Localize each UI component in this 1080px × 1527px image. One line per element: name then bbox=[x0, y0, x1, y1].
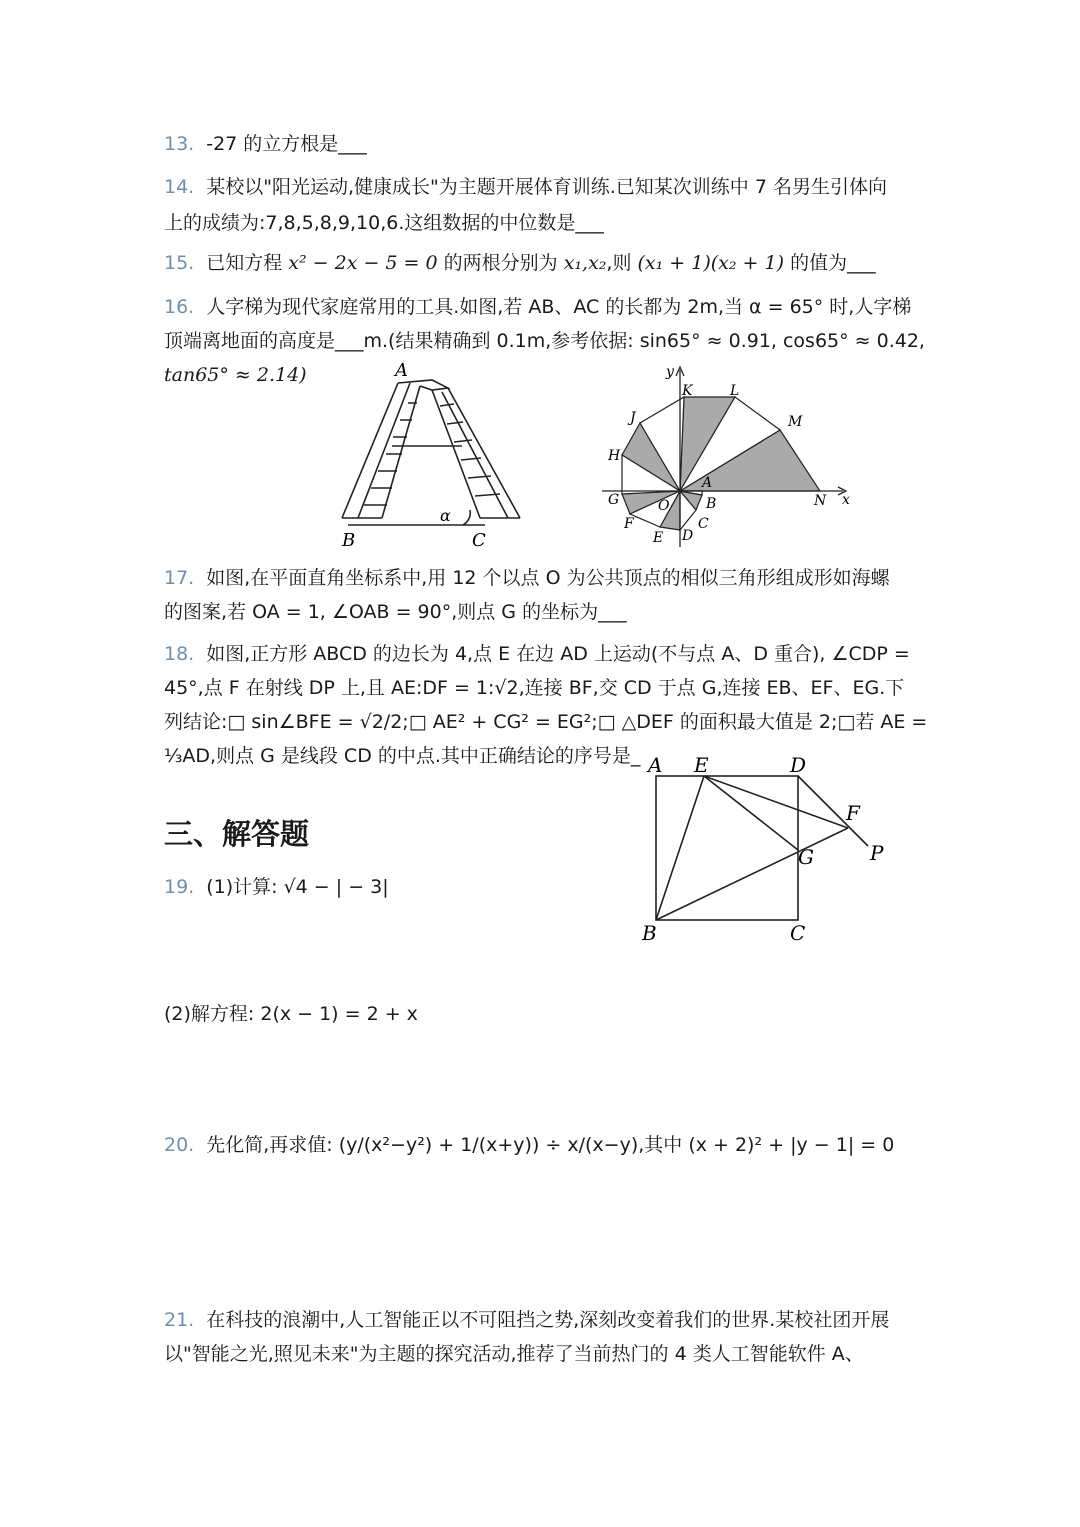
question-14 bbox=[164, 170, 887, 240]
label-A: A bbox=[648, 753, 663, 777]
square-ABCD bbox=[656, 776, 798, 920]
ladder-rungs bbox=[440, 404, 500, 496]
label-C: C bbox=[790, 921, 806, 945]
question-text: 先化简,再求值: (y/(x²−y²) + 1/(x+y)) ÷ x/(x−y),其中 (x + 2)² + |y − 1| = 0 bbox=[206, 1134, 895, 1156]
label-A: A bbox=[395, 360, 408, 381]
question-number: 13. bbox=[164, 133, 195, 155]
segment-EB bbox=[656, 776, 704, 920]
question-number: 20. bbox=[164, 1134, 195, 1156]
label-G: G bbox=[608, 492, 620, 508]
label-E: E bbox=[694, 753, 709, 777]
label-E: E bbox=[653, 530, 664, 546]
question-number: 18. bbox=[164, 643, 195, 665]
question-19 bbox=[164, 870, 389, 904]
label-y: y bbox=[666, 364, 674, 380]
label-B: B bbox=[342, 530, 356, 551]
question-text: 的两根分别为 bbox=[443, 252, 558, 274]
question-19-part-2 bbox=[164, 997, 418, 1031]
question-20 bbox=[164, 1128, 894, 1162]
equation: x² − 2x − 5 = 0 bbox=[288, 252, 438, 274]
question-text: ,则 bbox=[606, 252, 632, 274]
segment-EF bbox=[704, 776, 848, 828]
question-text: -27 的立方根是___ bbox=[206, 133, 367, 155]
ladder-figure bbox=[320, 358, 540, 553]
question-number: 19. bbox=[164, 876, 195, 898]
ladder-rail bbox=[448, 388, 520, 518]
question-21 bbox=[164, 1303, 889, 1371]
square-figure bbox=[632, 748, 892, 948]
question-text-line: 在科技的浪潮中,人工智能正以不可阻挡之势,深刻改变着我们的世界.某校社团开展 bbox=[206, 1309, 890, 1331]
label-L: L bbox=[730, 383, 740, 399]
label-B: B bbox=[706, 496, 717, 512]
ladder-rail bbox=[432, 390, 480, 518]
label-C: C bbox=[472, 530, 486, 551]
roots: x₁,x₂ bbox=[563, 252, 607, 274]
question-number: 16. bbox=[164, 296, 195, 318]
question-text-line: ⅓AD,则点 G 是线段 CD 的中点.其中正确结论的序号是_ bbox=[164, 745, 641, 767]
question-13 bbox=[164, 127, 367, 161]
ladder-rail bbox=[342, 383, 398, 518]
question-15 bbox=[164, 246, 876, 280]
label-J: J bbox=[630, 410, 636, 426]
question-text-line: 上的成绩为:7,8,5,8,9,10,6.这组数据的中位数是___ bbox=[164, 212, 604, 234]
label-N: N bbox=[814, 493, 827, 509]
question-text-line: 如图,在平面直角坐标系中,用 12 个以点 O 为公共顶点的相似三角形组成形如海螺 bbox=[206, 567, 890, 589]
label-F: F bbox=[846, 801, 860, 825]
question-text-line: 列结论:□ sin∠BFE = √2/2;□ AE² + CG² = EG²;□ △DEF 的面积最大值是 2;□若 AE = bbox=[164, 711, 928, 733]
question-text-line: 的图案,若 OA = 1, ∠OAB = 90°,则点 G 的坐标为___ bbox=[164, 601, 627, 623]
question-text-line: 某校以"阳光运动,健康成长"为主题开展体育训练.已知某次训练中 7 名男生引体向 bbox=[206, 176, 887, 198]
question-17 bbox=[164, 561, 890, 629]
expression: (x₁ + 1)(x₂ + 1) bbox=[637, 252, 785, 274]
question-text-line: 人字梯为现代家庭常用的工具.如图,若 AB、AC 的长都为 2m,当 α = 65° 时,人字梯 bbox=[206, 296, 912, 318]
label-C: C bbox=[698, 516, 709, 532]
question-text-line: 顶端离地面的高度是___m.(结果精确到 0.1m,参考依据: sin65° ≈ 0.91, cos65° ≈ 0.42, bbox=[164, 330, 925, 352]
question-part-1: (1)计算: √4 − | − 3| bbox=[206, 876, 389, 898]
question-text-line: 如图,正方形 ABCD 的边长为 4,点 E 在边 AD 上运动(不与点 A、D 重合), ∠CDP = bbox=[206, 643, 910, 665]
question-text-line: 以"智能之光,照见未来"为主题的探究活动,推荐了当前热门的 4 类人工智能软件 A、 bbox=[164, 1343, 864, 1365]
label-G: G bbox=[798, 845, 814, 869]
label-alpha: α bbox=[440, 506, 451, 525]
label-O: O bbox=[658, 498, 670, 514]
label-H: H bbox=[608, 448, 621, 464]
question-text-line: tan65° ≈ 2.14) bbox=[164, 364, 307, 386]
section-title: 三、解答题 bbox=[164, 817, 310, 851]
label-M: M bbox=[788, 414, 803, 430]
question-text: 已知方程 bbox=[206, 252, 283, 274]
ladder-top bbox=[398, 380, 448, 390]
question-text-line: 45°,点 F 在射线 DP 上,且 AE:DF = 1:√2,连接 BF,交 CD 于点 G,连接 EB、EF、EG.下 bbox=[164, 677, 905, 699]
spiral-figure bbox=[598, 362, 860, 550]
label-F: F bbox=[624, 516, 634, 532]
angle-arc bbox=[463, 510, 470, 525]
question-number: 15. bbox=[164, 252, 195, 274]
question-number: 14. bbox=[164, 176, 195, 198]
label-A: A bbox=[702, 475, 713, 491]
question-text: 的值为___ bbox=[790, 252, 876, 274]
segment-EG bbox=[704, 776, 798, 850]
label-B: B bbox=[642, 921, 657, 945]
label-D: D bbox=[790, 753, 807, 777]
label-K: K bbox=[682, 383, 693, 399]
segment-BF bbox=[656, 828, 848, 920]
question-number: 17. bbox=[164, 567, 195, 589]
question-number: 21. bbox=[164, 1309, 195, 1331]
question-part-2: (2)解方程: 2(x − 1) = 2 + x bbox=[164, 1003, 418, 1025]
label-P: P bbox=[870, 841, 884, 865]
label-D: D bbox=[682, 528, 694, 544]
label-x: x bbox=[842, 492, 850, 508]
ladder-rail bbox=[442, 392, 508, 518]
